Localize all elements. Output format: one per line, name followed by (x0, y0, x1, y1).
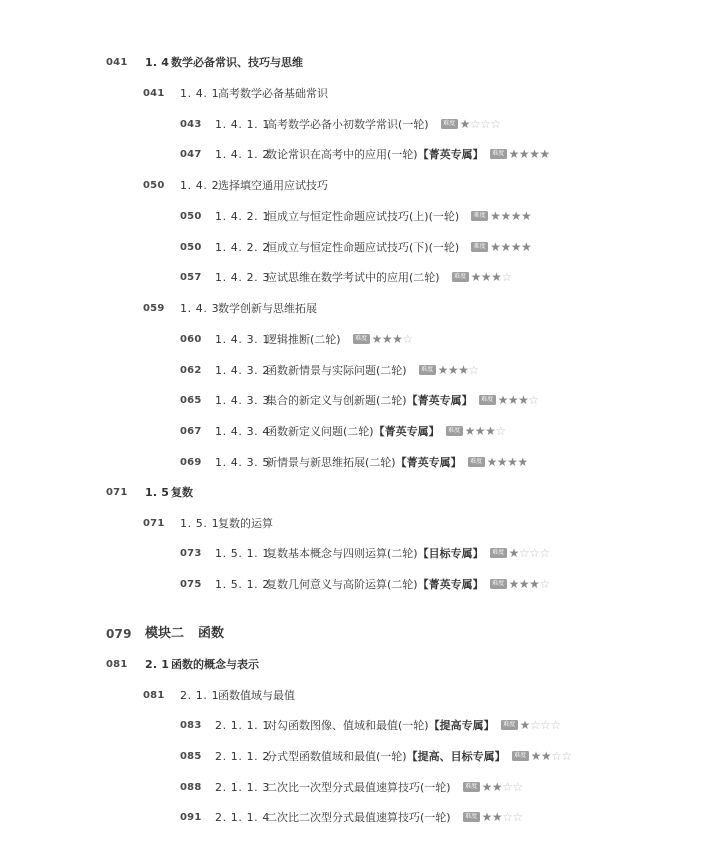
difficulty-rating (509, 573, 550, 595)
star-filled-icon: ★ (507, 455, 518, 469)
entry-title (218, 685, 295, 707)
page-number: 043 (180, 119, 202, 130)
toc-entry (0, 144, 722, 166)
page-number: 050 (143, 180, 165, 191)
page-number: 050 (180, 211, 202, 222)
star-empty-icon: ☆ (490, 117, 501, 131)
star-filled-icon: ★ (474, 424, 486, 438)
section-number: 1. 4. 3 (180, 302, 220, 315)
star-filled-icon: ★ (459, 117, 470, 131)
difficulty-badge: 难度 (479, 395, 496, 405)
star-filled-icon: ★ (480, 270, 492, 284)
difficulty-badge: 难度 (452, 272, 469, 282)
entry-title (218, 298, 317, 320)
entry-title (266, 715, 561, 737)
page-number: 081 (106, 659, 128, 670)
star-empty-icon: ☆ (561, 749, 572, 763)
star-filled-icon: ★ (486, 455, 497, 469)
toc-entry (0, 807, 722, 829)
page-number: 069 (180, 457, 202, 468)
star-filled-icon: ★ (464, 424, 475, 438)
exclusive-tag: 【菁英专属】 (395, 456, 462, 469)
exclusive-tag: 【菁英专属】 (417, 148, 484, 161)
entry-title (266, 360, 479, 382)
difficulty-rating (531, 745, 572, 767)
star-empty-icon: ☆ (502, 810, 513, 824)
star-empty-icon: ☆ (501, 270, 512, 284)
star-filled-icon: ★ (470, 270, 481, 284)
entry-title-text: 逻辑推断(二轮) (266, 333, 341, 346)
star-filled-icon: ★ (507, 393, 519, 407)
toc-entry (0, 267, 722, 289)
difficulty-rating (460, 113, 501, 135)
section-number: 1. 4. 2. 3 (215, 271, 270, 284)
difficulty-badge: 难度 (471, 242, 488, 252)
section-number: 1. 4. 1 (180, 87, 220, 100)
entry-title (266, 329, 413, 351)
difficulty-rating (509, 143, 550, 165)
page-number: 083 (180, 720, 202, 731)
entry-title-text: 选择填空通用应试技巧 (218, 179, 328, 192)
star-filled-icon: ★ (529, 147, 540, 161)
star-empty-icon: ☆ (540, 718, 551, 732)
entry-title-text: 数学创新与思维拓展 (218, 302, 317, 315)
page-number: 041 (143, 88, 165, 99)
difficulty-rating (482, 806, 523, 828)
star-filled-icon: ★ (491, 810, 503, 824)
page-number: 073 (180, 548, 202, 559)
exclusive-tag: 【提高专属】 (428, 719, 495, 732)
star-filled-icon: ★ (485, 424, 496, 438)
section-number: 1. 4. 2. 1 (215, 210, 270, 223)
section-heading (0, 482, 722, 504)
subsection-heading (0, 685, 722, 707)
entry-title-text: 数学必备常识、技巧与思维 (171, 56, 303, 69)
star-filled-icon: ★ (529, 577, 540, 591)
page-number: 065 (180, 395, 202, 406)
star-empty-icon: ☆ (512, 810, 523, 824)
subsection-heading (0, 298, 722, 320)
star-filled-icon: ★ (491, 780, 503, 794)
section-number: 1. 5. 1. 2 (215, 578, 270, 591)
section-number: 1. 4. 3. 4 (215, 425, 270, 438)
section-number: 2. 1. 1. 2 (215, 750, 270, 763)
star-empty-icon: ☆ (468, 363, 479, 377)
entry-title-text: 高考数学必备基础常识 (218, 87, 328, 100)
difficulty-badge: 难度 (419, 365, 436, 375)
star-filled-icon: ★ (530, 749, 541, 763)
star-empty-icon: ☆ (539, 546, 550, 560)
star-filled-icon: ★ (437, 363, 448, 377)
entry-title-text: 复数的运算 (218, 517, 273, 530)
toc-entry (0, 206, 722, 228)
difficulty-badge: 难度 (512, 751, 529, 761)
star-filled-icon: ★ (510, 209, 521, 223)
toc-entry (0, 237, 722, 259)
star-empty-icon: ☆ (469, 117, 481, 131)
star-filled-icon: ★ (508, 546, 519, 560)
exclusive-tag: 【提高、目标专属】 (406, 750, 506, 763)
star-empty-icon: ☆ (512, 780, 523, 794)
star-filled-icon: ★ (539, 147, 550, 161)
entry-title-text: 复数 (171, 486, 193, 499)
section-number: 2. 1 (145, 658, 170, 671)
toc-entry (0, 543, 722, 565)
page-number: 088 (180, 782, 202, 793)
entry-title-text: 复数基本概念与四则运算(二轮) (266, 547, 418, 560)
difficulty-badge: 难度 (441, 119, 458, 129)
entry-title (266, 421, 506, 443)
star-empty-icon: ☆ (550, 718, 561, 732)
entry-title-text: 高考数学必备小初数学常识(一轮) (266, 118, 429, 131)
section-number: 1. 4. 2 (180, 179, 220, 192)
star-empty-icon: ☆ (502, 780, 513, 794)
star-filled-icon: ★ (458, 363, 469, 377)
section-number: 1. 5. 1. 1 (215, 547, 270, 560)
section-number: 1. 4. 1. 1 (215, 118, 270, 131)
entry-title-text: 集合的新定义与创新题(二轮) (266, 394, 407, 407)
difficulty-rating (471, 266, 512, 288)
difficulty-badge: 难度 (501, 720, 518, 730)
section-number: 模块二 (145, 626, 185, 641)
star-filled-icon: ★ (510, 240, 521, 254)
entry-title-text: 二次比一次型分式最值速算技巧(一轮) (266, 781, 451, 794)
entry-title (266, 452, 528, 474)
section-number: 2. 1. 1 (180, 689, 220, 702)
entry-title (266, 267, 512, 289)
page-number: 057 (180, 272, 202, 283)
section-number: 2. 1. 1. 1 (215, 719, 270, 732)
difficulty-badge: 难度 (468, 457, 485, 467)
star-filled-icon: ★ (447, 363, 459, 377)
toc-entry (0, 777, 722, 799)
difficulty-badge: 难度 (463, 812, 480, 822)
entry-title (266, 237, 531, 259)
star-filled-icon: ★ (518, 577, 530, 591)
entry-title (171, 52, 303, 74)
section-heading (0, 52, 722, 74)
exclusive-tag: 【菁英专属】 (373, 425, 440, 438)
difficulty-rating (438, 359, 479, 381)
star-filled-icon: ★ (392, 332, 403, 346)
toc-entry (0, 421, 722, 443)
star-filled-icon: ★ (481, 810, 492, 824)
section-number: 1. 4. 2. 2 (215, 241, 270, 254)
entry-title-text: 函数新情景与实际问题(二轮) (266, 364, 407, 377)
page-number: 071 (106, 487, 128, 498)
entry-title-text: 函数值域与最值 (218, 689, 295, 702)
entry-title (266, 390, 539, 412)
entry-title-text: 函数的概念与表示 (171, 658, 259, 671)
entry-title (266, 543, 550, 565)
entry-title (266, 807, 523, 829)
page-number: 071 (143, 518, 165, 529)
section-number: 2. 1. 1. 3 (215, 781, 270, 794)
entry-title-text: 恒成立与恒定性命题应试技巧(上)(一轮) (266, 210, 460, 223)
star-filled-icon: ★ (490, 209, 501, 223)
page-number: 062 (180, 365, 202, 376)
difficulty-badge: 难度 (490, 548, 507, 558)
entry-title-text: 新情景与新思维拓展(二轮) (266, 456, 396, 469)
entry-title-text: 对勾函数图像、值域和最值(一轮) (266, 719, 429, 732)
difficulty-rating (490, 205, 531, 227)
entry-title (266, 777, 523, 799)
entry-title-text: 分式型函数值域和最值(一轮) (266, 750, 407, 763)
star-filled-icon: ★ (540, 749, 552, 763)
difficulty-badge: 难度 (353, 334, 370, 344)
star-empty-icon: ☆ (480, 117, 491, 131)
page-number: 075 (180, 579, 202, 590)
subsection-heading (0, 513, 722, 535)
star-filled-icon: ★ (519, 718, 530, 732)
star-empty-icon: ☆ (551, 749, 562, 763)
star-filled-icon: ★ (500, 240, 511, 254)
section-number: 2. 1. 1. 4 (215, 811, 270, 824)
toc-entry (0, 746, 722, 768)
star-empty-icon: ☆ (529, 546, 540, 560)
star-filled-icon: ★ (518, 147, 530, 161)
star-empty-icon: ☆ (528, 393, 539, 407)
star-filled-icon: ★ (518, 393, 529, 407)
star-filled-icon: ★ (520, 240, 532, 254)
star-filled-icon: ★ (508, 577, 519, 591)
star-empty-icon: ☆ (518, 546, 530, 560)
entry-title (218, 175, 328, 197)
star-filled-icon: ★ (500, 209, 511, 223)
entry-title-text: 复数几何意义与高阶运算(二轮) (266, 578, 418, 591)
star-filled-icon: ★ (520, 209, 532, 223)
star-filled-icon: ★ (497, 393, 508, 407)
toc-entry (0, 329, 722, 351)
star-filled-icon: ★ (481, 780, 492, 794)
difficulty-badge: 难度 (446, 426, 463, 436)
entry-title (266, 206, 531, 228)
entry-title-text: 应试思维在数学考试中的应用(二轮) (266, 271, 440, 284)
page-number: 041 (106, 57, 128, 68)
star-filled-icon: ★ (508, 147, 519, 161)
entry-title-text: 数论常识在高考中的应用(一轮) (266, 148, 418, 161)
page-number: 059 (143, 303, 165, 314)
difficulty-badge: 难度 (490, 579, 507, 589)
difficulty-rating (465, 420, 506, 442)
entry-title (266, 746, 572, 768)
entry-title (218, 513, 273, 535)
toc-entry (0, 114, 722, 136)
star-empty-icon: ☆ (402, 332, 413, 346)
star-filled-icon: ★ (517, 455, 528, 469)
toc-entry (0, 452, 722, 474)
page-number: 085 (180, 751, 202, 762)
star-empty-icon: ☆ (539, 577, 550, 591)
entry-title-text: 二次比二次型分式最值速算技巧(一轮) (266, 811, 451, 824)
module-heading (0, 621, 722, 647)
entry-title-text: 恒成立与恒定性命题应试技巧(下)(一轮) (266, 241, 460, 254)
page-number: 079 (106, 627, 132, 641)
subsection-heading (0, 83, 722, 105)
exclusive-tag: 【目标专属】 (417, 547, 484, 560)
entry-title (171, 654, 259, 676)
star-filled-icon: ★ (490, 240, 501, 254)
entry-title-text: 函数新定义问题(二轮) (266, 425, 374, 438)
star-empty-icon: ☆ (495, 424, 506, 438)
difficulty-rating (520, 714, 561, 736)
page-number: 067 (180, 426, 202, 437)
toc-entry (0, 360, 722, 382)
entry-title-text: 函数 (198, 626, 225, 641)
section-number: 1. 4. 3. 3 (215, 394, 270, 407)
difficulty-rating (487, 451, 528, 473)
toc-entry (0, 715, 722, 737)
difficulty-rating (372, 328, 413, 350)
entry-title (266, 574, 550, 596)
difficulty-rating (498, 389, 539, 411)
page-number: 081 (143, 690, 165, 701)
page-number: 060 (180, 334, 202, 345)
entry-title (266, 144, 550, 166)
difficulty-badge: 难度 (471, 211, 488, 221)
difficulty-rating (490, 236, 531, 258)
section-number: 1. 4. 3. 2 (215, 364, 270, 377)
entry-title (171, 482, 193, 504)
star-filled-icon: ★ (381, 332, 393, 346)
entry-title (218, 83, 328, 105)
subsection-heading (0, 175, 722, 197)
toc-entry (0, 574, 722, 596)
star-filled-icon: ★ (491, 270, 502, 284)
star-filled-icon: ★ (496, 455, 508, 469)
exclusive-tag: 【菁英专属】 (417, 578, 484, 591)
page-number: 050 (180, 242, 202, 253)
section-number: 1. 4. 1. 2 (215, 148, 270, 161)
difficulty-badge: 难度 (490, 149, 507, 159)
page-number: 091 (180, 812, 202, 823)
section-number: 1. 4. 3. 1 (215, 333, 270, 346)
section-heading (0, 654, 722, 676)
section-number: 1. 5. 1 (180, 517, 220, 530)
difficulty-badge: 难度 (463, 782, 480, 792)
difficulty-rating (509, 542, 550, 564)
star-empty-icon: ☆ (529, 718, 541, 732)
exclusive-tag: 【菁英专属】 (406, 394, 473, 407)
entry-title (198, 621, 224, 647)
section-number: 1. 4. 3. 5 (215, 456, 270, 469)
section-number: 1. 4 (145, 56, 170, 69)
section-number: 1. 5 (145, 486, 170, 499)
page-number: 047 (180, 149, 202, 160)
difficulty-rating (482, 776, 523, 798)
entry-title (266, 114, 501, 136)
star-filled-icon: ★ (371, 332, 382, 346)
toc-entry (0, 390, 722, 412)
